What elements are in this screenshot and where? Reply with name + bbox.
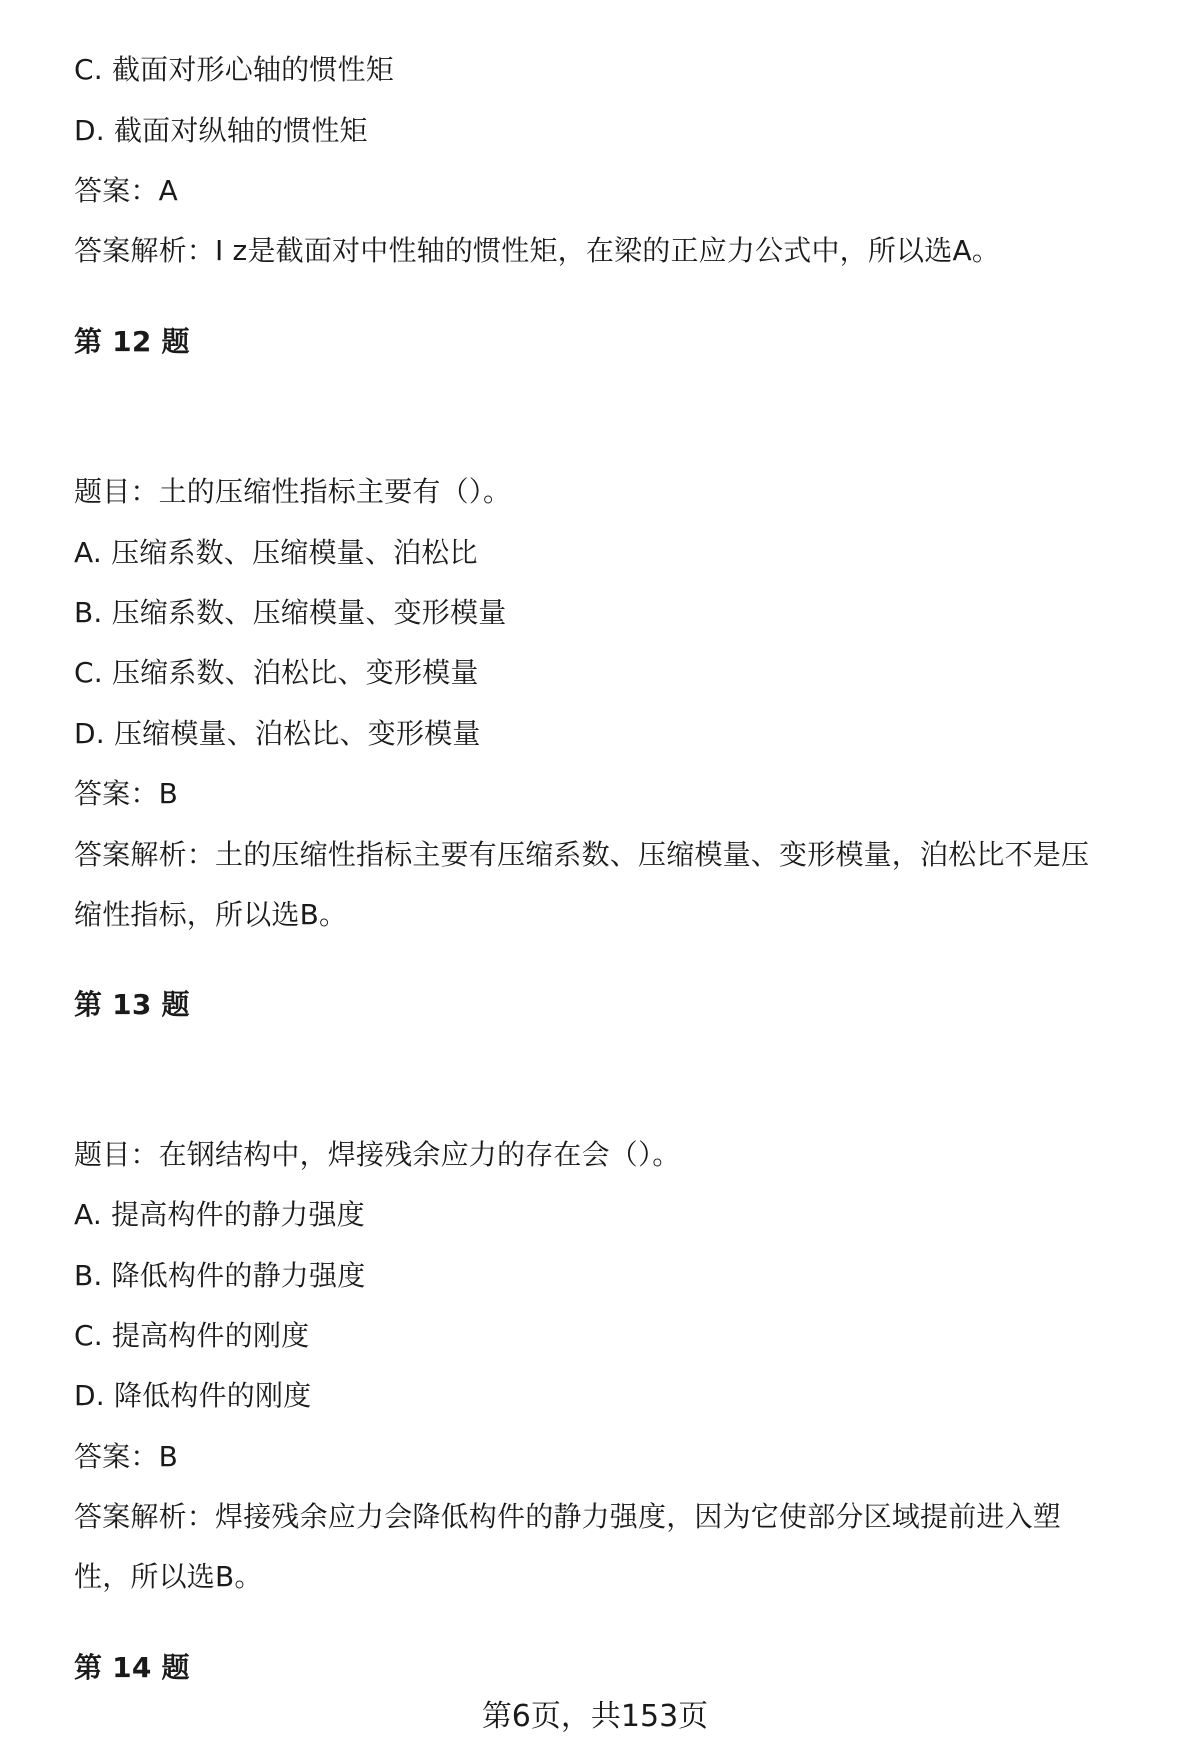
- q13-heading: 第 13 题: [74, 988, 190, 1021]
- q13-option-c: C. 提高构件的刚度: [74, 1319, 310, 1352]
- q13-option-b: B. 降低构件的静力强度: [74, 1259, 366, 1292]
- q13-explanation-line2: 性，所以选B。: [74, 1560, 263, 1593]
- q13-answer: 答案：B: [74, 1440, 179, 1473]
- q13-option-d: D. 降低构件的刚度: [74, 1379, 312, 1412]
- q12-explanation-line1: 答案解析：土的压缩性指标主要有压缩系数、压缩模量、变形模量，泊松比不是压: [74, 838, 1090, 871]
- q11-option-d: D. 截面对纵轴的惯性矩: [74, 114, 368, 147]
- q13-option-a: A. 提高构件的静力强度: [74, 1198, 365, 1231]
- page-indicator: 第6页，共153页: [481, 1699, 709, 1734]
- q12-option-c: C. 压缩系数、泊松比、变形模量: [74, 656, 479, 689]
- q12-option-a: A. 压缩系数、压缩模量、泊松比: [74, 536, 478, 569]
- q11-answer: 答案：A: [74, 174, 178, 207]
- q12-heading: 第 12 题: [74, 325, 190, 358]
- q13-question: 题目：在钢结构中，焊接残余应力的存在会（）。: [74, 1138, 681, 1171]
- q11-explanation: 答案解析：I z是截面对中性轴的惯性矩，在梁的正应力公式中，所以选A。: [74, 234, 1001, 267]
- q12-question: 题目：土的压缩性指标主要有（）。: [74, 475, 512, 508]
- q12-option-b: B. 压缩系数、压缩模量、变形模量: [74, 596, 507, 629]
- q11-option-c: C. 截面对形心轴的惯性矩: [74, 53, 394, 86]
- q12-option-d: D. 压缩模量、泊松比、变形模量: [74, 717, 481, 750]
- q12-explanation-line2: 缩性指标，所以选B。: [74, 898, 348, 931]
- q14-heading: 第 14 题: [74, 1651, 190, 1684]
- q12-answer: 答案：B: [74, 777, 179, 810]
- q13-explanation-line1: 答案解析：焊接残余应力会降低构件的静力强度，因为它使部分区域提前进入塑: [74, 1500, 1062, 1533]
